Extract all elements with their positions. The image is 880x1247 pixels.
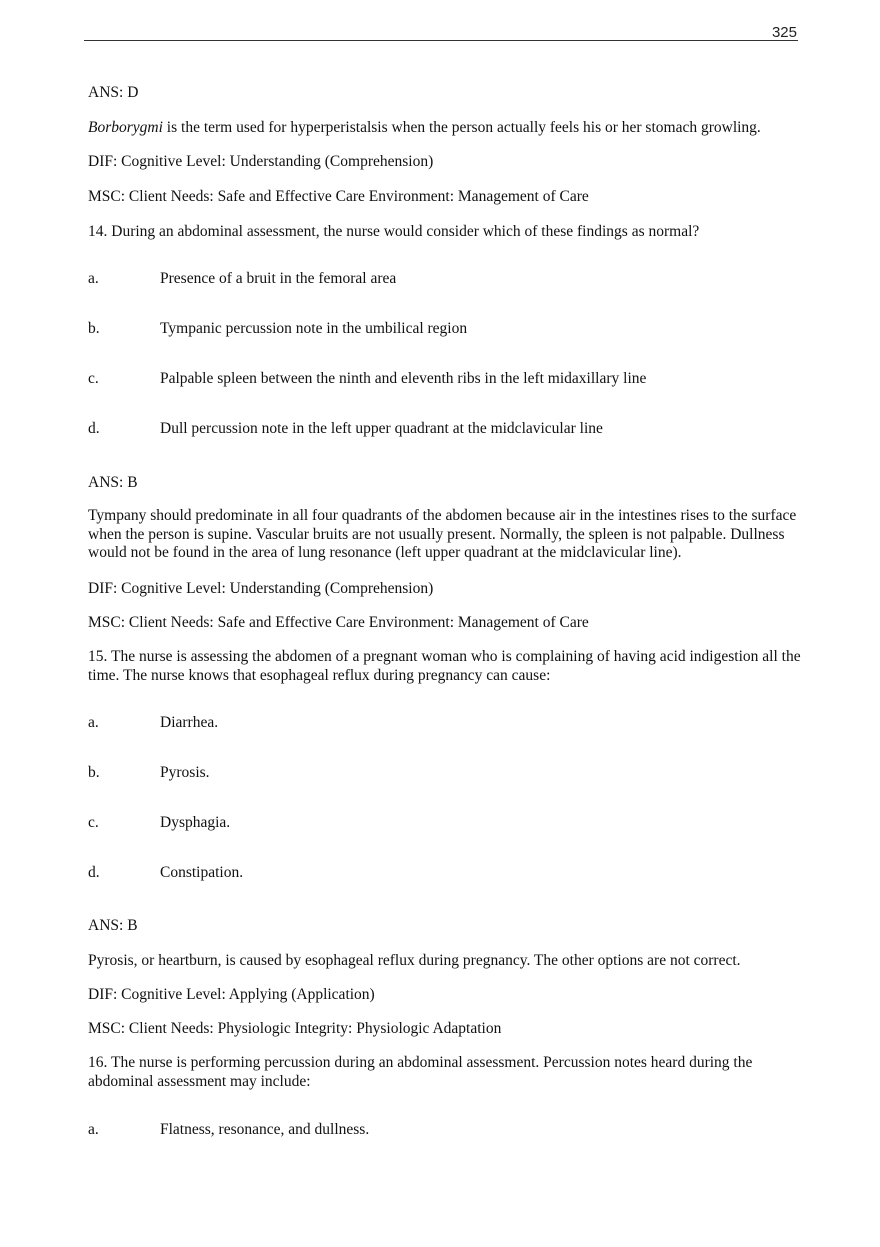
q14-option-b-letter: b. bbox=[88, 320, 100, 337]
q15-option-c-text: Dysphagia. bbox=[160, 814, 231, 831]
q14-option-d-text: Dull percussion note in the left upper quadrant at the midclavicular line bbox=[160, 420, 603, 437]
q14-option-d-letter: d. bbox=[88, 420, 100, 437]
rationale-term: Borborygmi bbox=[88, 119, 163, 136]
q16-stem: 16. The nurse is performing percussion during an abdominal assessment. Percussion notes heard during the abdominal assessment may include: bbox=[88, 1054, 753, 1090]
q15-stem: 15. The nurse is assessing the abdomen of a pregnant woman who is complaining of having acid indigestion all the time. The nurse knows that esophageal reflux during pregnancy can cause: bbox=[88, 648, 801, 684]
q14-difficulty: DIF: Cognitive Level: Understanding (Comprehension) bbox=[88, 580, 434, 597]
q14-rationale: Tympany should predominate in all four quadrants of the abdomen because air in the intestines rises to the surface when the person is supine. Vascular bruits are not usually present. Normally, the spleen is not palpable. Dullness would not be found in the area of lung resonance (left upper quadrant at the midclavicular line). bbox=[88, 507, 797, 561]
page-number: 325 bbox=[771, 24, 797, 41]
q14-client-needs: MSC: Client Needs: Safe and Effective Care Environment: Management of Care bbox=[88, 614, 589, 631]
q15-option-d-letter: d. bbox=[88, 864, 100, 881]
q13-answer: ANS: D bbox=[88, 84, 139, 101]
q15-option-a-text: Diarrhea. bbox=[160, 714, 219, 731]
q14-option-a-letter: a. bbox=[88, 270, 99, 287]
q15-option-c-letter: c. bbox=[88, 814, 99, 831]
rationale-text: is the term used for hyperperistalsis when the person actually feels his or her stomach growling. bbox=[162, 119, 761, 136]
q14-answer: ANS: B bbox=[88, 474, 138, 491]
q14-option-a-text: Presence of a bruit in the femoral area bbox=[160, 270, 397, 287]
q15-option-d-text: Constipation. bbox=[160, 864, 244, 881]
q13-client-needs: MSC: Client Needs: Safe and Effective Care Environment: Management of Care bbox=[88, 188, 589, 205]
q15-difficulty: DIF: Cognitive Level: Applying (Application) bbox=[88, 986, 375, 1003]
q14-stem: 14. During an abdominal assessment, the nurse would consider which of these findings as normal? bbox=[88, 223, 700, 240]
q14-option-c-letter: c. bbox=[88, 370, 99, 387]
q15-rationale: Pyrosis, or heartburn, is caused by esophageal reflux during pregnancy. The other options are not correct. bbox=[88, 952, 741, 969]
header-rule bbox=[84, 40, 798, 41]
q15-option-a-letter: a. bbox=[88, 714, 99, 731]
q14-option-b-text: Tympanic percussion note in the umbilical region bbox=[160, 320, 468, 337]
q13-difficulty: DIF: Cognitive Level: Understanding (Comprehension) bbox=[88, 153, 434, 170]
q15-client-needs: MSC: Client Needs: Physiologic Integrity: Physiologic Adaptation bbox=[88, 1020, 502, 1037]
q15-option-b-text: Pyrosis. bbox=[160, 764, 210, 781]
q14-option-c-text: Palpable spleen between the ninth and eleventh ribs in the left midaxillary line bbox=[160, 370, 647, 387]
q13-rationale bbox=[88, 118, 800, 138]
q15-answer: ANS: B bbox=[88, 917, 138, 934]
q16-option-a-text: Flatness, resonance, and dullness. bbox=[160, 1121, 370, 1138]
q16-option-a-letter: a. bbox=[88, 1121, 99, 1138]
q15-option-b-letter: b. bbox=[88, 764, 100, 781]
